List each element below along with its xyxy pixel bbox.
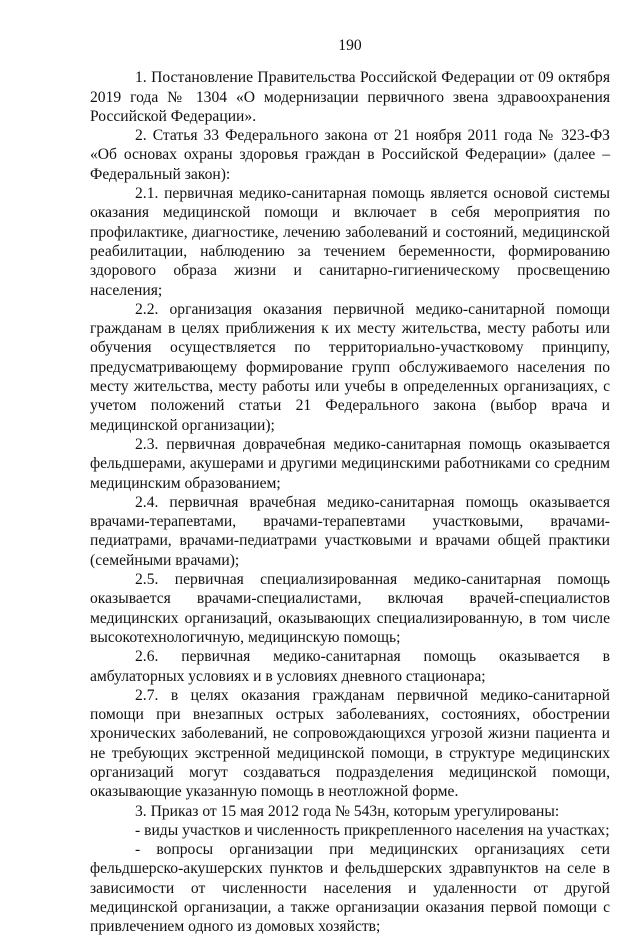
- bullet-item-participants: - виды участков и численность прикрепленного населения на участках;: [135, 821, 610, 839]
- paragraph-item-2-7: 2.7. в целях оказания гражданам первичной медико-санитарной помощи при внезапных острых заболеваниях, состояниях, обострении хронических заболеваний, не сопровождающихся угрозой жизни пациента и не требующих экстренной медицинской помощи, в структуре медицинских организаций могут создаваться подразделения медицинской помощи, оказывающие указанную помощь в неотложной форме.: [90, 686, 610, 801]
- paragraph-item-2-4: 2.4. первичная врачебная медико-санитарная помощь оказывается врачами-терапевтами, врачами-терапевтами участковыми, врачами-педиатрами, врачами-педиатрами участковыми и врачами общей практики (семейными врачами);: [90, 493, 610, 569]
- paragraph-item-2-3: 2.3. первичная доврачебная медико-санитарная помощь оказывается фельдшерами, акушерами и другими медицинскими работниками со средним медицинским образованием;: [90, 435, 610, 492]
- paragraph-item-2: 2. Статья 33 Федерального закона от 21 ноября 2011 года № 323-ФЗ «Об основах охраны здоровья граждан в Российской Федерации» (далее – Федеральный закон):: [90, 127, 610, 183]
- paragraph-item-3: 3. Приказ от 15 мая 2012 года № 543н, которым урегулированы:: [135, 802, 560, 820]
- paragraph-item-2-2: 2.2. организация оказания первичной медико-санитарной помощи гражданам в целях приближения к их месту жительства, месту работы или обучения осуществляется по территориально-участковому принципу, предусматривающему формирование групп обслуживаемого населения по месту жительства, месту работы или учебы в определенных организациях, с учетом положений статьи 21 Федерального закона (выбор врача и медицинской организации);: [90, 300, 610, 434]
- paragraph-item-1: 1. Постановление Правительства Российской Федерации от 09 октября 2019 года № 1304 «О модернизации первичного звена здравоохранения Российской Федерации».: [90, 69, 610, 125]
- paragraph-item-2-1: 2.1. первичная медико-санитарная помощь является основой системы оказания медицинской помощи и включает в себя мероприятия по профилактике, диагностике, лечению заболеваний и состояний, медицинской реабилитации, наблюдению за течением беременности, формированию здорового образа жизни и санитарно-гигиеническому просвещению населения;: [90, 185, 610, 299]
- paragraph-item-2-5: 2.5. первичная специализированная медико-санитарная помощь оказывается врачами-специалистами, включая врачей-специалистов медицинских организаций, оказывающих специализированную, в том числе высокотехнологичную, медицинскую помощь;: [90, 571, 610, 646]
- document-page: [90, 36, 610, 937]
- paragraph-item-2-6: 2.6. первичная медико-санитарная помощь оказывается в амбулаторных условиях и в условиях дневного стационара;: [90, 648, 610, 685]
- page-number: 190: [338, 37, 362, 54]
- bullet-item-organization: - вопросы организации при медицинских организациях сети фельдшерско-акушерских пунктов и фельдшерских здравпунктов на селе в зависимости от численности населения и удаленности от другой медицинской организации, а также организации оказания первой помощи с привлечением одного из домовых хозяйств;: [90, 841, 610, 936]
